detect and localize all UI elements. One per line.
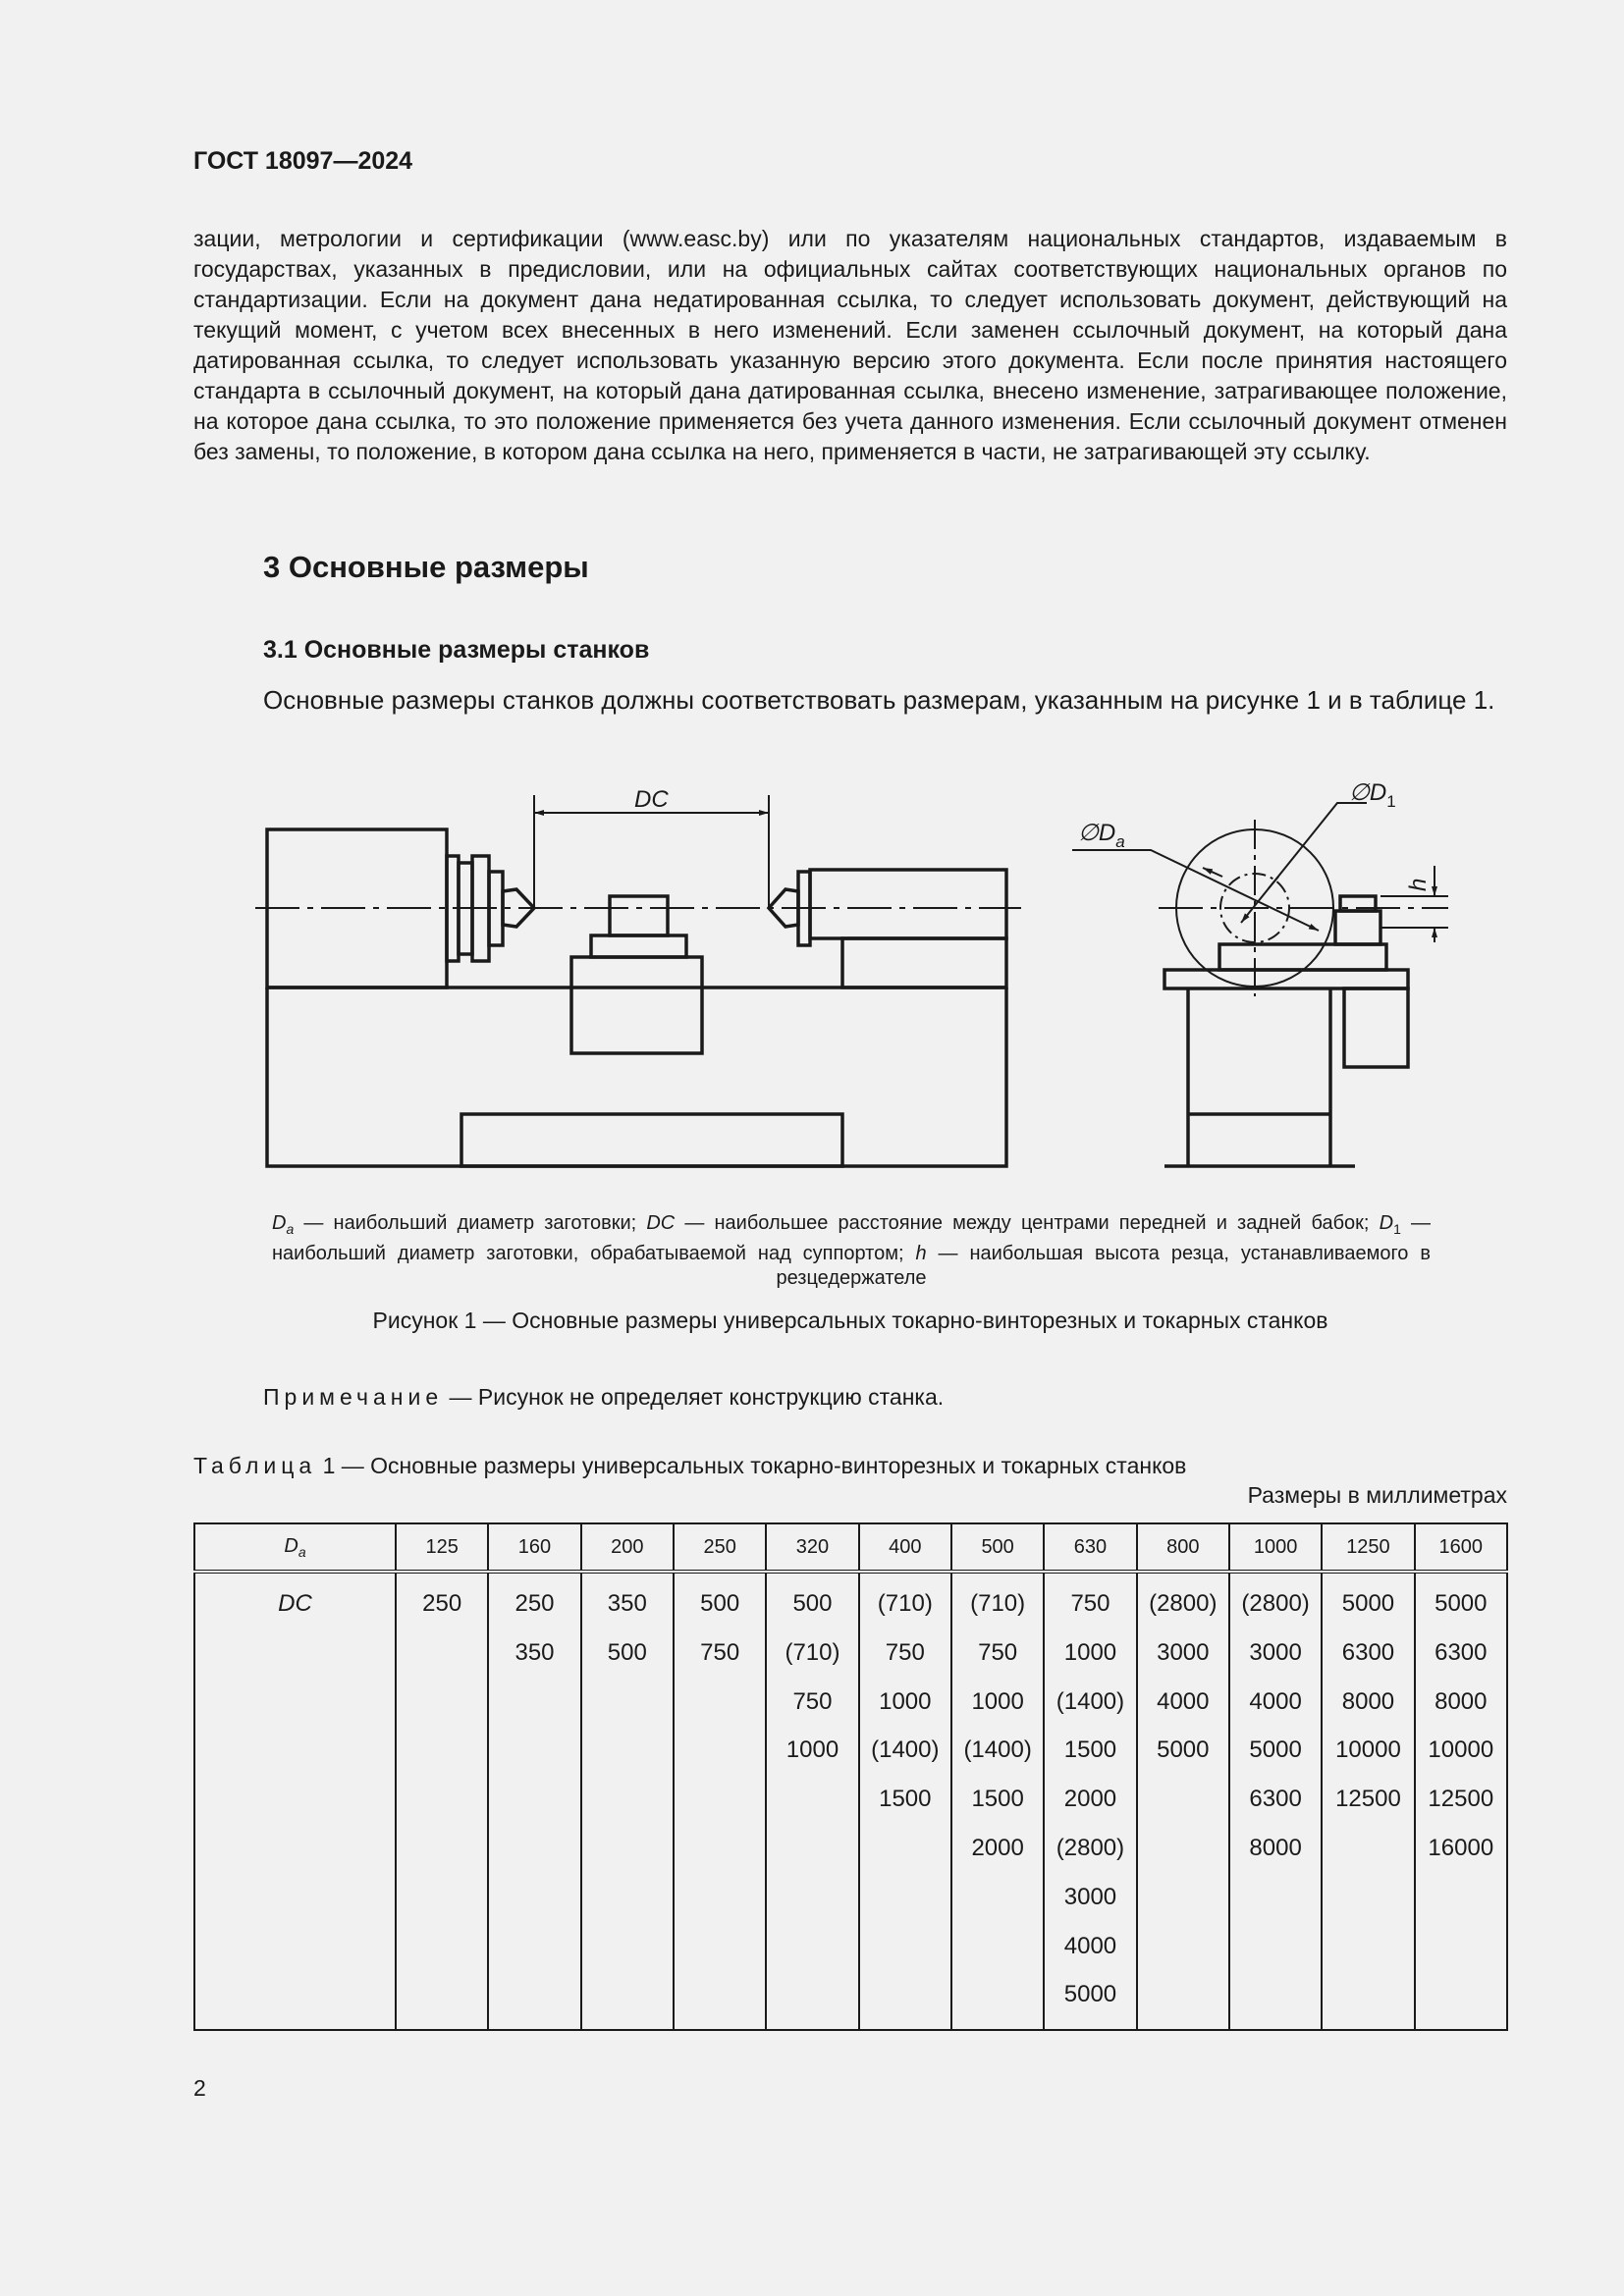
- figure-lathe-diagram: [245, 775, 1483, 1188]
- intro-paragraph: зации, метрологии и сертификации (www.easc.by) или по указателям национальных стандартов, издаваемым в государствах, указанных в предисловии, или на официальных сайтах соответствующих национальных органов по стандартизации. Если на документ дана недатированная ссылка, то следует использовать документ, действующий на текущий момент, с учетом всех внесенных в него изменений. Если заменен ссылочный документ, на который дана датированная ссылка, то следует использовать указанную версию этого документа. Если после принятия настоящего стандарта в ссылочный документ, на который дана датированная ссылка, внесено изменение, затрагивающее положение, на которое дана ссылка, то это положение применяется без учета данного изменения. Если ссылочный документ отменен без замены, то положение, в котором дана ссылка на него, применяется в части, не затрагивающей эту ссылку.: [193, 226, 1507, 464]
- cell-col-250: [674, 1572, 766, 2030]
- cell-value: 2000: [971, 1834, 1024, 1861]
- cell-value: 5000: [1157, 1736, 1210, 1764]
- cell-value: 5000: [1063, 1981, 1117, 2008]
- cell-value: 1000: [785, 1736, 839, 1764]
- cell-value: (2800): [1056, 1834, 1125, 1861]
- cell-value: 350: [514, 1638, 555, 1666]
- row-label-dc: DC: [194, 1572, 396, 2030]
- cell-value: 8000: [1249, 1834, 1302, 1861]
- table-units: Размеры в миллиметрах: [1247, 1482, 1507, 1508]
- cell-value: 5000: [1249, 1736, 1302, 1764]
- page-number: 2: [193, 2075, 206, 2101]
- header-col-200: 200: [581, 1523, 674, 1572]
- body-paragraph: Основные размеры станков должны соответствовать размерам, указанным на рисунке 1 и в таблице 1.: [263, 685, 1495, 715]
- cell-value: 750: [700, 1638, 740, 1666]
- cell-value: 12500: [1335, 1786, 1401, 1813]
- table-header-row: [194, 1523, 1507, 1572]
- cell-value: 2000: [1063, 1786, 1117, 1813]
- cell-value: 1500: [971, 1786, 1024, 1813]
- note-text: — Рисунок не определяет конструкцию станка.: [443, 1384, 945, 1410]
- cell-value: 1000: [879, 1687, 932, 1715]
- cell-col-400: [859, 1572, 951, 2030]
- table-caption-label: Таблица: [193, 1453, 317, 1478]
- cell-col-800: [1137, 1572, 1229, 2030]
- cell-col-630: [1044, 1572, 1136, 2030]
- subsection-title: 3.1 Основные размеры станков: [263, 636, 650, 664]
- cell-col-200: [581, 1572, 674, 2030]
- header-col-800: 800: [1137, 1523, 1229, 1572]
- document-header: ГОСТ 18097—2024: [193, 147, 413, 175]
- cell-value: (710): [877, 1590, 933, 1617]
- cell-value: 16000: [1428, 1834, 1494, 1861]
- cell-value: 1000: [971, 1687, 1024, 1715]
- header-col-1250: 1250: [1322, 1523, 1414, 1572]
- lathe-drawing: [245, 775, 1483, 1188]
- cell-value: 750: [792, 1687, 833, 1715]
- cell-value: 10000: [1335, 1736, 1401, 1764]
- header-col-1000: 1000: [1229, 1523, 1322, 1572]
- header-col-320: 320: [766, 1523, 858, 1572]
- dimensions-table: [193, 1522, 1508, 2031]
- cell-value: (2800): [1149, 1590, 1218, 1617]
- header-col-1600: 1600: [1415, 1523, 1507, 1572]
- cell-value: 350: [607, 1590, 647, 1617]
- dc-label: DC: [634, 786, 669, 813]
- cell-col-125: [396, 1572, 488, 2030]
- header-col-250: 250: [674, 1523, 766, 1572]
- cell-value: 1000: [1063, 1638, 1117, 1666]
- header-col-160: 160: [488, 1523, 580, 1572]
- cell-value: 6300: [1341, 1638, 1395, 1666]
- cell-value: 4000: [1063, 1932, 1117, 1959]
- cell-value: 5000: [1435, 1590, 1488, 1617]
- cell-value: 12500: [1428, 1786, 1494, 1813]
- cell-value: 750: [978, 1638, 1018, 1666]
- header-col-125: 125: [396, 1523, 488, 1572]
- header-da: $D_a$: [194, 1523, 396, 1572]
- cell-value: 6300: [1435, 1638, 1488, 1666]
- cell-col-320: [766, 1572, 858, 2030]
- cell-value: 1500: [879, 1786, 932, 1813]
- cell-value: (1400): [1056, 1687, 1125, 1715]
- cell-value: 6300: [1249, 1786, 1302, 1813]
- toolpost: [610, 896, 668, 935]
- tailstock: [810, 870, 1006, 938]
- cell-value: (1400): [963, 1736, 1032, 1764]
- cell-value: (710): [785, 1638, 840, 1666]
- carriage: [571, 957, 702, 1053]
- cell-value: 500: [792, 1590, 833, 1617]
- cell-value: 10000: [1428, 1736, 1494, 1764]
- da-label: $\emptyset D_a$: [1078, 820, 1125, 851]
- h-label: h: [1405, 878, 1432, 891]
- header-col-500: 500: [951, 1523, 1044, 1572]
- cell-value: (1400): [871, 1736, 940, 1764]
- cell-value: 3000: [1157, 1638, 1210, 1666]
- figure-legend: $D_a$ — наибольший диаметр заготовки; DC — наибольшее расстояние между центрами передней и задней бабок; $D_1$ — наибольший диаметр заготовки, обрабатываемой над суппортом; h — наибольшая высота резца, устанавливаемого в резцедержателе: [272, 1212, 1431, 1289]
- cell-value: (2800): [1241, 1590, 1310, 1617]
- table-caption-text: 1 — Основные размеры универсальных токарно-винторезных и токарных станков: [316, 1453, 1187, 1478]
- cell-col-1000: [1229, 1572, 1322, 2030]
- bed-recess: [461, 1114, 842, 1166]
- section-title: 3 Основные размеры: [263, 550, 589, 584]
- cell-value: 750: [1070, 1590, 1110, 1617]
- table-caption: [193, 1453, 1186, 1479]
- cell-value: 8000: [1341, 1687, 1395, 1715]
- d1-label: $\emptyset D_1$: [1349, 779, 1396, 811]
- cell-value: 4000: [1249, 1687, 1302, 1715]
- cell-col-1600: [1415, 1572, 1507, 2030]
- header-col-630: 630: [1044, 1523, 1136, 1572]
- cell-col-160: [488, 1572, 580, 2030]
- cell-value: 500: [700, 1590, 740, 1617]
- cell-value: 5000: [1341, 1590, 1395, 1617]
- cell-value: (710): [970, 1590, 1026, 1617]
- cell-value: 8000: [1435, 1687, 1488, 1715]
- cell-value: 750: [885, 1638, 925, 1666]
- cell-col-500: [951, 1572, 1044, 2030]
- cell-value: 1500: [1063, 1736, 1117, 1764]
- cell-value: 500: [607, 1638, 647, 1666]
- cell-value: 250: [514, 1590, 555, 1617]
- note: [263, 1384, 944, 1411]
- header-col-400: 400: [859, 1523, 951, 1572]
- figure-caption: Рисунок 1 — Основные размеры универсальных токарно-винторезных и токарных станков: [372, 1308, 1328, 1333]
- note-label: Примечание: [263, 1384, 444, 1410]
- table-row-dc: [194, 1572, 1507, 2030]
- cell-value: 3000: [1063, 1883, 1117, 1910]
- cell-col-1250: [1322, 1572, 1414, 2030]
- cell-value: 3000: [1249, 1638, 1302, 1666]
- cell-value: 4000: [1157, 1687, 1210, 1715]
- cell-value: 250: [422, 1590, 462, 1617]
